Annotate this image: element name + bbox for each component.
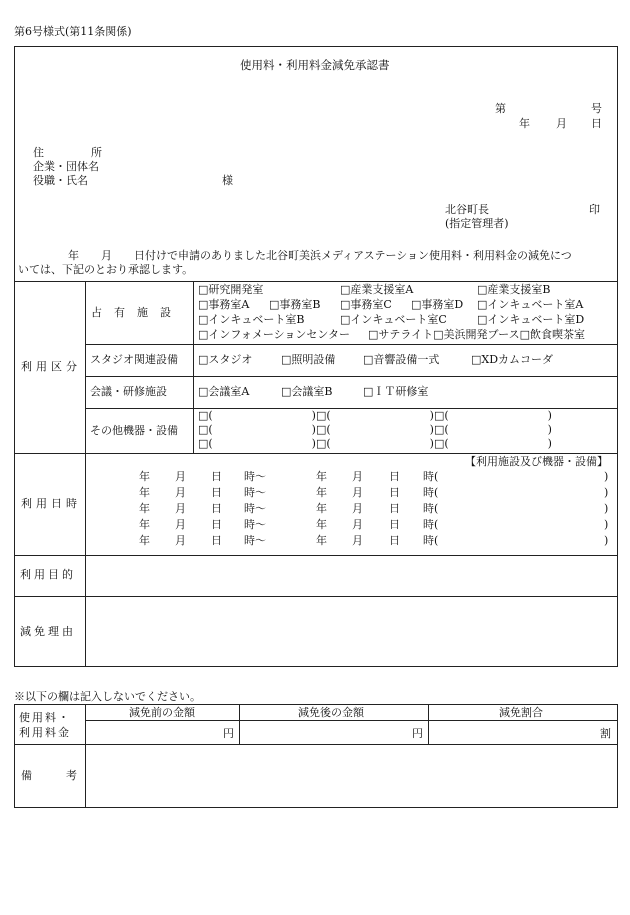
date-from-unit: 時〜	[244, 486, 266, 499]
date-from-unit: 時〜	[244, 518, 266, 531]
other-equipment-label: その他機器・設備	[90, 424, 178, 437]
date-from-unit: 日	[211, 470, 222, 483]
date-from-unit: 月	[175, 486, 186, 499]
checkbox-office-d[interactable]: □事務室D	[411, 298, 464, 311]
date-to-unit: 月	[352, 502, 363, 515]
dates-header-note: 【利用施設及び機器・設備】	[465, 455, 608, 468]
sama-label: 様	[222, 174, 233, 187]
checkbox-audio[interactable]: □音響設備一式	[363, 353, 440, 366]
checkbox-incubate-b[interactable]: □インキュベート室B	[198, 313, 305, 326]
checkbox-xd-camcorder[interactable]: □XDカムコーダ	[471, 353, 554, 366]
checkbox-incubate-a[interactable]: □インキュベート室A	[477, 298, 584, 311]
date-from-unit: 時〜	[244, 534, 266, 547]
date-from-unit: 年	[139, 518, 150, 531]
close-paren: )	[604, 486, 609, 499]
checkbox-office-b[interactable]: □事務室B	[269, 298, 321, 311]
reason-label: 減免理由	[20, 625, 76, 638]
checkbox-it-room[interactable]: □ＩＴ研修室	[363, 385, 429, 398]
date-from-unit: 年	[139, 502, 150, 515]
fee-header-after: 減免後の金額	[298, 706, 364, 719]
date-to-unit: 年	[316, 518, 327, 531]
date-month: 月	[556, 117, 567, 130]
date-from-unit: 年	[139, 486, 150, 499]
name-label: 役職・氏名	[33, 174, 88, 187]
other-line-1[interactable]: □( )□( )□( )	[198, 409, 552, 422]
checkbox-lighting[interactable]: □照明設備	[281, 353, 336, 366]
date-from-unit: 月	[175, 518, 186, 531]
date-to-unit: 年	[316, 470, 327, 483]
checkbox-office-a[interactable]: □事務室A	[198, 298, 250, 311]
date-from-unit: 時〜	[244, 502, 266, 515]
occupied-facility-label: 占有施設	[91, 306, 183, 319]
date-to-unit: 年	[316, 534, 327, 547]
meeting-facility-label: 会議・研修施設	[90, 385, 167, 398]
date-to-unit: 時(	[423, 470, 439, 483]
date-from-unit: 年	[139, 534, 150, 547]
checkbox-studio[interactable]: □スタジオ	[198, 353, 253, 366]
date-to-unit: 月	[352, 470, 363, 483]
number-dai: 第	[495, 102, 506, 115]
issuer-manager: (指定管理者)	[445, 217, 509, 230]
date-from-unit: 日	[211, 518, 222, 531]
date-to-unit: 月	[352, 486, 363, 499]
date-to-unit: 月	[352, 534, 363, 547]
fee-unit-yen-before: 円	[223, 727, 234, 740]
checkbox-info-center[interactable]: □インフォメーションセンター	[198, 328, 350, 341]
date-to-unit: 時(	[423, 486, 439, 499]
company-label: 企業・団体名	[33, 160, 99, 173]
fee-header-rate: 減免割合	[499, 706, 543, 719]
date-to-unit: 日	[389, 518, 400, 531]
date-from-unit: 年	[139, 470, 150, 483]
date-to-unit: 日	[389, 470, 400, 483]
date-to-unit: 時(	[423, 534, 439, 547]
date-from-unit: 月	[175, 470, 186, 483]
close-paren: )	[604, 502, 609, 515]
close-paren: )	[604, 534, 609, 547]
checkbox-meeting-b[interactable]: □会議室B	[281, 385, 333, 398]
date-year: 年	[519, 117, 530, 130]
number-gou: 号	[591, 102, 602, 115]
remarks-label-2: 考	[66, 769, 77, 782]
address-label-1: 住	[33, 146, 44, 159]
date-from-unit: 月	[175, 502, 186, 515]
date-to-unit: 日	[389, 486, 400, 499]
fee-unit-yen-after: 円	[412, 727, 423, 740]
date-to-unit: 時(	[423, 518, 439, 531]
date-to-unit: 年	[316, 502, 327, 515]
close-paren: )	[604, 470, 609, 483]
usage-section-label: 利 用 区 分	[21, 360, 77, 373]
date-to-unit: 日	[389, 534, 400, 547]
date-day: 日	[591, 117, 602, 130]
checkbox-incubate-c[interactable]: □インキュベート室C	[340, 313, 447, 326]
intro-line-2: いては、下記のとおり承認します。	[18, 263, 194, 276]
date-to-unit: 年	[316, 486, 327, 499]
fee-header-before: 減免前の金額	[129, 706, 195, 719]
checkbox-industry-room-a[interactable]: □産業支援室A	[340, 283, 414, 296]
seal-mark: 印	[589, 203, 600, 216]
form-number: 第6号様式(第11条関係)	[14, 25, 132, 38]
fee-label-line-1: 使用料・	[19, 711, 71, 724]
date-from-unit: 日	[211, 502, 222, 515]
fee-unit-rate: 割	[600, 727, 611, 740]
remarks-label-1: 備	[21, 769, 32, 782]
issuer-title: 北谷町長	[445, 203, 489, 216]
date-to-unit: 月	[352, 518, 363, 531]
date-to-unit: 日	[389, 502, 400, 515]
dates-section-label: 利 用 日 時	[21, 497, 77, 510]
checkbox-office-c[interactable]: □事務室C	[340, 298, 392, 311]
do-not-fill-note: ※以下の欄は記入しないでください。	[14, 690, 201, 703]
other-line-2[interactable]: □( )□( )□( )	[198, 423, 552, 436]
date-from-unit: 月	[175, 534, 186, 547]
intro-line-1: 年 月 日付けで申請のありました北谷町美浜メディアステーション使用料・利用料金の減免につ	[68, 249, 572, 262]
date-from-unit: 時〜	[244, 470, 266, 483]
checkbox-incubate-d[interactable]: □インキュベート室D	[477, 313, 585, 326]
checkbox-research-room[interactable]: □研究開発室	[198, 283, 264, 296]
date-from-unit: 日	[211, 486, 222, 499]
studio-equipment-label: スタジオ関連設備	[90, 353, 178, 366]
checkbox-satellite-group[interactable]: □サテライト□美浜開発ブース□飲食喫茶室	[368, 328, 585, 341]
checkbox-industry-room-b[interactable]: □産業支援室B	[477, 283, 551, 296]
purpose-label: 利用目的	[20, 568, 76, 581]
date-from-unit: 日	[211, 534, 222, 547]
fee-label-line-2: 利用料金	[19, 726, 71, 739]
document-title: 使用料・利用料金減免承認書	[240, 58, 390, 72]
checkbox-meeting-a[interactable]: □会議室A	[198, 385, 250, 398]
date-to-unit: 時(	[423, 502, 439, 515]
address-label-2: 所	[91, 146, 102, 159]
other-line-3[interactable]: □( )□( )□( )	[198, 437, 552, 450]
close-paren: )	[604, 518, 609, 531]
